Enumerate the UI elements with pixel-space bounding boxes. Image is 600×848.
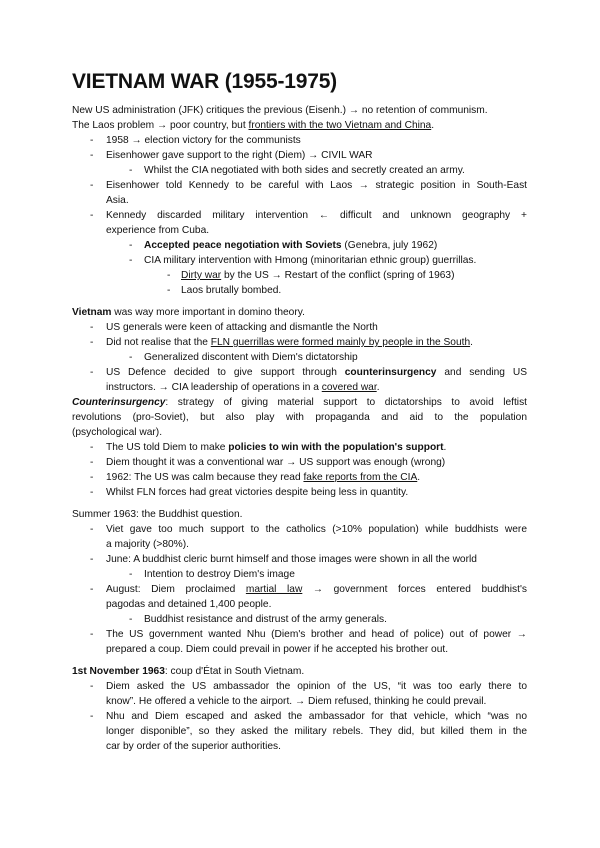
text-line bbox=[106, 209, 527, 224]
text-run: US generals were keen of attacking and dismantle the North bbox=[106, 322, 378, 333]
text-line bbox=[106, 321, 378, 336]
bullet-dash: - bbox=[90, 487, 94, 498]
text-line bbox=[72, 396, 527, 411]
bullet-dash: - bbox=[90, 472, 94, 483]
bullet-dash: - bbox=[167, 285, 171, 296]
text-line bbox=[106, 456, 445, 471]
text-line bbox=[106, 710, 527, 725]
bullet-dash: - bbox=[90, 180, 94, 191]
text-run: Diem thought it was a conventional war → US support was enough (wrong) bbox=[106, 457, 446, 468]
text-line bbox=[106, 695, 486, 710]
bullet-dash: - bbox=[90, 711, 94, 722]
text-line bbox=[181, 269, 454, 284]
text-line bbox=[106, 538, 189, 553]
text-line bbox=[72, 411, 527, 426]
text-run: pagodas and detained 1,400 people. bbox=[106, 599, 272, 610]
text-run: a majority (>80%). bbox=[106, 539, 189, 550]
bullet-dash: - bbox=[90, 322, 94, 333]
bold-text: counterinsurgency bbox=[344, 367, 437, 378]
text-run: (psychological war). bbox=[72, 427, 163, 438]
text-run: Asia. bbox=[106, 195, 129, 206]
text-line bbox=[106, 680, 527, 695]
text-run: instructors. → CIA leadership of operations in a bbox=[106, 382, 322, 393]
text-run: experience from Cuba. bbox=[106, 225, 210, 236]
bullet-dash: - bbox=[90, 150, 94, 161]
text-line bbox=[72, 104, 488, 119]
text-line bbox=[106, 149, 373, 164]
bullet-dash: - bbox=[90, 681, 94, 692]
text-run: The US told Diem to make bbox=[106, 442, 229, 453]
text-run: was way more important in domino theory. bbox=[111, 307, 305, 318]
bullet-dash: - bbox=[90, 135, 94, 146]
text-line bbox=[144, 351, 358, 366]
text-line bbox=[106, 381, 380, 396]
bold-text: 1st November 1963 bbox=[72, 666, 165, 677]
bullet-dash: - bbox=[90, 584, 94, 595]
text-run: Nhu and Diem escaped and asked the ambassador for that vehicle, which “was no bbox=[106, 711, 527, 722]
text-run: Generalized discontent with Diem's dictatorship bbox=[144, 352, 358, 363]
text-line bbox=[144, 254, 476, 269]
text-run: 1958 → election victory for the communists bbox=[106, 135, 301, 146]
text-line bbox=[106, 628, 527, 643]
bullet-dash: - bbox=[90, 367, 94, 378]
text-line bbox=[72, 426, 162, 441]
bullet-dash: - bbox=[90, 524, 94, 535]
text-run: Viet gave too much support to the catholics (>10% population) while buddhists were bbox=[106, 524, 527, 535]
text-run: 1962: The US was calm because they read bbox=[106, 472, 304, 483]
bullet-dash: - bbox=[90, 554, 94, 565]
text-run: CIA military intervention with Hmong (minoritarian ethnic group) guerrillas. bbox=[144, 255, 477, 266]
bullet-dash: - bbox=[129, 165, 133, 176]
underlined-text: fake reports from the CIA bbox=[303, 472, 418, 483]
text-run: . bbox=[431, 120, 435, 131]
text-line bbox=[106, 224, 209, 239]
text-line bbox=[106, 366, 527, 381]
bold-text: Accepted peace negotiation with Soviets bbox=[144, 240, 342, 251]
text-line bbox=[181, 284, 281, 299]
text-run: Diem asked the US ambassador the opinion of the US, “it was too early there to bbox=[106, 681, 527, 692]
text-line bbox=[72, 508, 242, 523]
text-line bbox=[72, 665, 304, 680]
text-line bbox=[106, 179, 527, 194]
bullet-dash: - bbox=[90, 457, 94, 468]
underlined-text: FLN guerrillas were formed mainly by people in the South bbox=[210, 337, 471, 348]
text-line bbox=[106, 740, 281, 755]
bullet-dash: - bbox=[90, 442, 94, 453]
text-run: Did not realise that the bbox=[106, 337, 211, 348]
text-line bbox=[106, 553, 477, 568]
text-line bbox=[106, 725, 527, 740]
text-line bbox=[72, 119, 434, 134]
text-run: June: A buddhist cleric burnt himself and those images were shown in all the world bbox=[106, 554, 477, 565]
text-line bbox=[106, 194, 129, 209]
text-run: know”. He offered a vehicle to the airport. → Diem refused, thinking he could prevail. bbox=[106, 696, 487, 707]
bullet-dash: - bbox=[90, 337, 94, 348]
text-line bbox=[72, 306, 305, 321]
bold-text: policies to win with the population's support bbox=[228, 442, 444, 453]
text-run: prepared a coup. Diem could prevail in power if he accepted his brother out. bbox=[106, 644, 449, 655]
bullet-dash: - bbox=[167, 270, 171, 281]
bullet-dash: - bbox=[129, 352, 133, 363]
text-line bbox=[106, 583, 527, 598]
underlined-text: martial law bbox=[245, 584, 303, 595]
text-run: US Defence decided to give support through bbox=[106, 367, 345, 378]
text-run: The US government wanted Nhu (Diem's brother and head of police) out of power → bbox=[106, 629, 527, 640]
bullet-dash: - bbox=[90, 210, 94, 221]
text-run: by the US → Restart of the conflict (spring of 1963) bbox=[221, 270, 455, 281]
bullet-dash: - bbox=[129, 240, 133, 251]
text-line bbox=[106, 523, 527, 538]
text-run: Laos brutally bombed. bbox=[181, 285, 282, 296]
text-run: . bbox=[417, 472, 421, 483]
text-line bbox=[144, 239, 437, 254]
text-run: Eisenhower told Kennedy to be careful with Laos → strategic position in South-East bbox=[106, 180, 527, 191]
text-run: and sending US bbox=[436, 367, 528, 378]
text-run: August: Diem proclaimed bbox=[106, 584, 246, 595]
text-run: longer disponible”, so they asked the military rebels. They did, but killed them in the bbox=[106, 726, 527, 737]
bullet-dash: - bbox=[129, 569, 133, 580]
text-line bbox=[144, 164, 465, 179]
text-run: Eisenhower gave support to the right (Diem) → CIVIL WAR bbox=[106, 150, 373, 161]
underlined-text: covered war bbox=[321, 382, 377, 393]
underlined-text: Dirty war bbox=[181, 270, 222, 281]
text-line bbox=[106, 134, 301, 149]
underlined-text: frontiers with the two Vietnam and China bbox=[248, 120, 432, 131]
bold-italic-term: Counterinsurgency bbox=[72, 397, 166, 408]
text-run: New US administration (JFK) critiques the previous (Eisenh.) → no retention of communism. bbox=[72, 105, 488, 116]
text-line bbox=[106, 471, 420, 486]
text-line bbox=[106, 441, 446, 456]
text-run: Buddhist resistance and distrust of the army generals. bbox=[144, 614, 387, 625]
text-run: → government forces entered buddhist's bbox=[302, 584, 528, 595]
text-line bbox=[144, 568, 295, 583]
bold-text: Vietnam bbox=[72, 307, 112, 318]
text-run: Intention to destroy Diem's image bbox=[144, 569, 295, 580]
text-line bbox=[106, 336, 473, 351]
text-line bbox=[144, 613, 387, 628]
text-run: Whilst FLN forces had great victories despite being less in quantity. bbox=[106, 487, 409, 498]
bullet-dash: - bbox=[129, 255, 133, 266]
text-run: revolutions (pro-Soviet), but also play with propaganda and aid to the population bbox=[72, 412, 527, 423]
text-run: : strategy of giving material support to dictatorships to avoid leftist bbox=[165, 397, 527, 408]
text-run: : coup d'État in South Vietnam. bbox=[164, 666, 305, 677]
text-run: . bbox=[470, 337, 473, 348]
bullet-dash: - bbox=[90, 629, 94, 640]
page-title: VIETNAM WAR (1955-1975) bbox=[72, 70, 337, 93]
text-run: car by order of the superior authorities. bbox=[106, 741, 281, 752]
text-run: . bbox=[443, 442, 447, 453]
bullet-dash: - bbox=[129, 614, 133, 625]
text-run: Kennedy discarded military intervention ← difficult and unknown geography + bbox=[106, 210, 527, 221]
text-run: . bbox=[376, 382, 380, 393]
text-line bbox=[106, 486, 408, 501]
text-run: (Genebra, july 1962) bbox=[341, 240, 438, 251]
text-line bbox=[106, 643, 448, 658]
text-line bbox=[106, 598, 271, 613]
text-run: The Laos problem → poor country, but bbox=[72, 120, 249, 131]
text-run: Whilst the CIA negotiated with both sides and secretly created an army. bbox=[144, 165, 465, 176]
text-run: Summer 1963: the Buddhist question. bbox=[72, 509, 243, 520]
